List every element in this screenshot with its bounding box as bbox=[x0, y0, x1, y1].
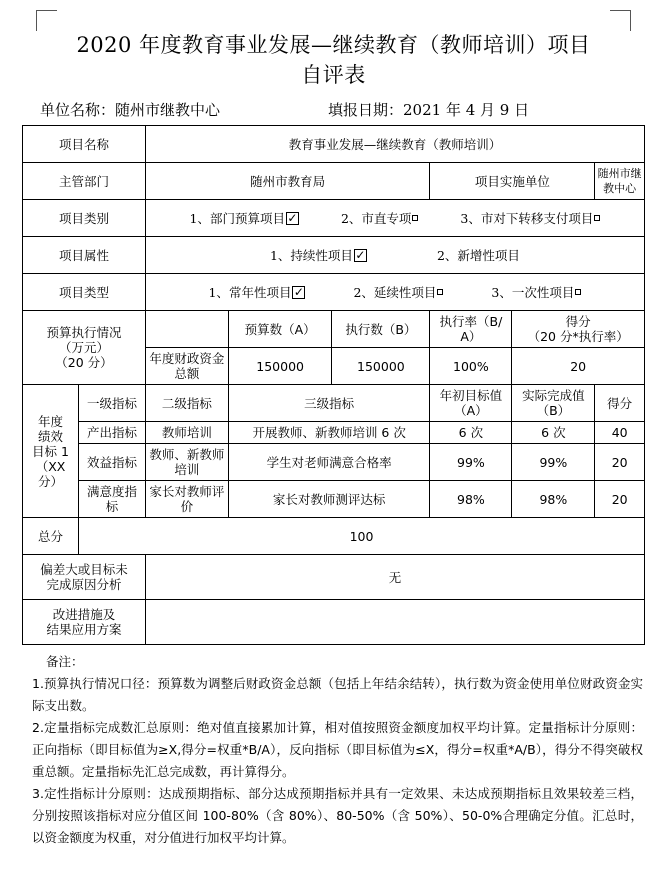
budget-score-line-2: （20 分*执行率） bbox=[527, 329, 629, 344]
perf-header-actual bbox=[512, 385, 595, 422]
checkbox-checked-icon[interactable]: ✓ bbox=[293, 284, 304, 299]
table-row bbox=[23, 481, 645, 518]
budget-score-value: 20 bbox=[512, 348, 645, 385]
category-option-3[interactable] bbox=[460, 211, 600, 226]
perf-target-line-1: 年初目标值 bbox=[439, 388, 503, 403]
improvement-label-line-1: 改进措施及 bbox=[52, 607, 116, 622]
type-option-1[interactable] bbox=[208, 285, 305, 300]
perf-row-2-actual: 98% bbox=[512, 481, 595, 518]
table-row-improvement bbox=[23, 600, 645, 645]
title-line-1: 2020 年度教育事业发展—继续教育（教师培训）项目 bbox=[76, 33, 591, 57]
attribute-label: 项目属性 bbox=[23, 237, 146, 274]
perf-row-0-level2: 教师培训 bbox=[145, 422, 228, 444]
perf-row-0-level3: 开展教师、新教师培训 6 次 bbox=[228, 422, 430, 444]
type-options bbox=[145, 274, 644, 311]
budget-section-label bbox=[23, 311, 146, 385]
budget-score-line-1: 得分 bbox=[565, 314, 591, 329]
perf-header-score: 得分 bbox=[595, 385, 645, 422]
perf-header-level3: 三级指标 bbox=[228, 385, 430, 422]
table-row-total bbox=[23, 518, 645, 555]
deviation-label-line-2: 完成原因分析 bbox=[46, 577, 122, 592]
deviation-label bbox=[23, 555, 146, 600]
budget-actual-value: 150000 bbox=[332, 348, 430, 385]
category-label: 项目类别 bbox=[23, 200, 146, 237]
notes-heading: 备注： bbox=[46, 654, 84, 669]
perf-row-1-actual: 99% bbox=[512, 444, 595, 481]
improvement-label-line-2: 结果应用方案 bbox=[46, 622, 122, 637]
type-option-3[interactable] bbox=[491, 285, 581, 300]
checkbox-checked-icon[interactable]: ✓ bbox=[355, 247, 366, 262]
attribute-option-2[interactable] bbox=[437, 248, 520, 263]
budget-label-line-2: （万元） bbox=[58, 340, 109, 355]
perf-actual-line-2: （B） bbox=[536, 403, 571, 418]
perf-label-line-2: 绩效 bbox=[38, 428, 64, 444]
perf-actual-line-1: 实际完成值 bbox=[522, 388, 585, 403]
perf-row-0-target: 6 次 bbox=[430, 422, 512, 444]
category-option-1-label: 部门预算项目 bbox=[209, 210, 285, 226]
perf-row-1-target: 99% bbox=[430, 444, 512, 481]
type-option-1-label: 常年性项目 bbox=[228, 284, 292, 300]
checkbox-empty-icon[interactable] bbox=[412, 215, 418, 221]
type-label: 项目类型 bbox=[23, 274, 146, 311]
table-row-project-name bbox=[23, 126, 645, 163]
perf-row-2-score: 20 bbox=[595, 481, 645, 518]
budget-label-line-3: （20 分） bbox=[55, 355, 113, 370]
budget-plan-value: 150000 bbox=[228, 348, 331, 385]
self-evaluation-table bbox=[22, 125, 645, 645]
table-row-performance-header bbox=[23, 385, 645, 422]
checkbox-empty-icon[interactable] bbox=[437, 289, 443, 295]
perf-label-line-5: 分） bbox=[38, 473, 64, 489]
improvement-label bbox=[23, 600, 146, 645]
project-name-value: 教育事业发展—继续教育（教师培训） bbox=[145, 126, 644, 163]
perf-label-line-1: 年度 bbox=[38, 413, 64, 429]
table-row-dept bbox=[23, 163, 645, 200]
title-line-2: 自评表 bbox=[301, 63, 366, 87]
budget-header-blank bbox=[145, 311, 228, 348]
impl-unit-label: 项目实施单位 bbox=[430, 163, 595, 200]
improvement-value bbox=[145, 600, 644, 645]
perf-row-1-score: 20 bbox=[595, 444, 645, 481]
dept-value: 随州市教育局 bbox=[145, 163, 430, 200]
table-row-deviation bbox=[23, 555, 645, 600]
budget-header-plan: 预算数（A） bbox=[228, 311, 331, 348]
perf-row-2-level3: 家长对教师测评达标 bbox=[228, 481, 430, 518]
total-value: 100 bbox=[79, 518, 645, 555]
perf-row-0-level1: 产出指标 bbox=[79, 422, 146, 444]
table-row-category bbox=[23, 200, 645, 237]
perf-header-level1: 一级指标 bbox=[79, 385, 146, 422]
type-option-2-num: 2、 bbox=[353, 284, 374, 300]
budget-rate-value: 100% bbox=[430, 348, 512, 385]
type-option-3-label: 一次性项目 bbox=[511, 284, 575, 300]
notes-section bbox=[22, 645, 645, 849]
attribute-option-1[interactable] bbox=[270, 248, 367, 263]
checkbox-empty-icon[interactable] bbox=[575, 289, 581, 295]
page-title bbox=[22, 0, 645, 90]
performance-section-label bbox=[23, 385, 79, 518]
attribute-option-1-num: 1、 bbox=[269, 247, 291, 263]
deviation-label-line-1: 偏差大或目标未 bbox=[40, 562, 128, 577]
attribute-option-2-num: 2、 bbox=[436, 247, 458, 263]
perf-row-1-level3: 学生对老师满意合格率 bbox=[228, 444, 430, 481]
perf-row-0-score: 40 bbox=[595, 422, 645, 444]
table-row-budget-header bbox=[23, 311, 645, 348]
table-row bbox=[23, 444, 645, 481]
category-option-2[interactable] bbox=[341, 211, 418, 226]
table-row-type bbox=[23, 274, 645, 311]
deviation-value: 无 bbox=[145, 555, 644, 600]
type-option-2-label: 延续性项目 bbox=[373, 284, 437, 300]
note-item-2: 2.定量指标完成数汇总原则：绝对值直接累加计算，相对值按照资金额度加权平均计算。定量指标计分原则：正向指标（即目标值为≥X,得分=权重*B/A），反向指标（即目标值为≤X，得分=权重*A/B），得分不得突破权重总额。定量指标先汇总完成数，再计算得分。 bbox=[32, 720, 643, 779]
document-meta bbox=[22, 90, 645, 125]
perf-row-1-level2: 教师、新教师培训 bbox=[145, 444, 228, 481]
perf-row-2-level2: 家长对教师评价 bbox=[145, 481, 228, 518]
category-option-1[interactable] bbox=[189, 211, 298, 226]
checkbox-empty-icon[interactable] bbox=[594, 215, 600, 221]
table-row bbox=[23, 422, 645, 444]
unit-name: 单位名称：随州市继教中心 bbox=[40, 101, 221, 119]
table-row-attribute bbox=[23, 237, 645, 274]
perf-header-target bbox=[430, 385, 512, 422]
category-option-1-num: 1、 bbox=[189, 210, 210, 226]
note-item-3: 3.定性指标计分原则：达成预期指标、部分达成预期指标并具有一定效果、未达成预期指标且效果较差三档，分别按照该指标对应分值区间 100-80%（含 80%）、80-50%（含 50%）、50-0%合理确定分值。汇总时，以资金额度为权重，对分值进行加权平均计算。 bbox=[32, 786, 643, 845]
type-option-2[interactable] bbox=[353, 285, 443, 300]
budget-header-actual: 执行数（B） bbox=[332, 311, 430, 348]
category-option-2-num: 2、 bbox=[340, 210, 362, 226]
perf-label-line-3: 目标 1 bbox=[32, 443, 69, 459]
category-option-3-label: 市对下转移支付项目 bbox=[480, 210, 594, 226]
checkbox-checked-icon[interactable]: ✓ bbox=[287, 210, 298, 225]
category-option-3-num: 3、 bbox=[460, 210, 481, 226]
perf-row-0-actual: 6 次 bbox=[512, 422, 595, 444]
perf-row-1-level1: 效益指标 bbox=[79, 444, 146, 481]
attribute-option-2-label: 新增性项目 bbox=[457, 247, 520, 263]
report-date: 填报日期：2021 年 4 月 9 日 bbox=[328, 101, 530, 119]
total-label: 总分 bbox=[23, 518, 79, 555]
category-options bbox=[145, 200, 644, 237]
project-name-label: 项目名称 bbox=[23, 126, 146, 163]
impl-unit-value: 随州市继教中心 bbox=[595, 163, 645, 200]
attribute-options bbox=[145, 237, 644, 274]
category-option-2-label: 市直专项 bbox=[361, 210, 412, 226]
perf-target-line-2: （A） bbox=[454, 403, 488, 418]
perf-header-level2: 二级指标 bbox=[145, 385, 228, 422]
type-option-3-num: 3、 bbox=[491, 284, 512, 300]
budget-item-name: 年度财政资金总额 bbox=[145, 348, 228, 385]
budget-header-rate: 执行率（B/A） bbox=[430, 311, 512, 348]
type-option-1-num: 1、 bbox=[208, 284, 229, 300]
attribute-option-1-label: 持续性项目 bbox=[290, 247, 353, 263]
perf-label-line-4: （XX bbox=[35, 458, 66, 474]
dept-label: 主管部门 bbox=[23, 163, 146, 200]
perf-row-2-target: 98% bbox=[430, 481, 512, 518]
budget-label-line-1: 预算执行情况 bbox=[46, 325, 122, 340]
budget-header-score bbox=[512, 311, 645, 348]
perf-row-2-level1: 满意度指标 bbox=[79, 481, 146, 518]
note-item-1: 1.预算执行情况口径：预算数为调整后财政资金总额（包括上年结余结转），执行数为资金使用单位财政资金实际支出数。 bbox=[32, 676, 643, 713]
